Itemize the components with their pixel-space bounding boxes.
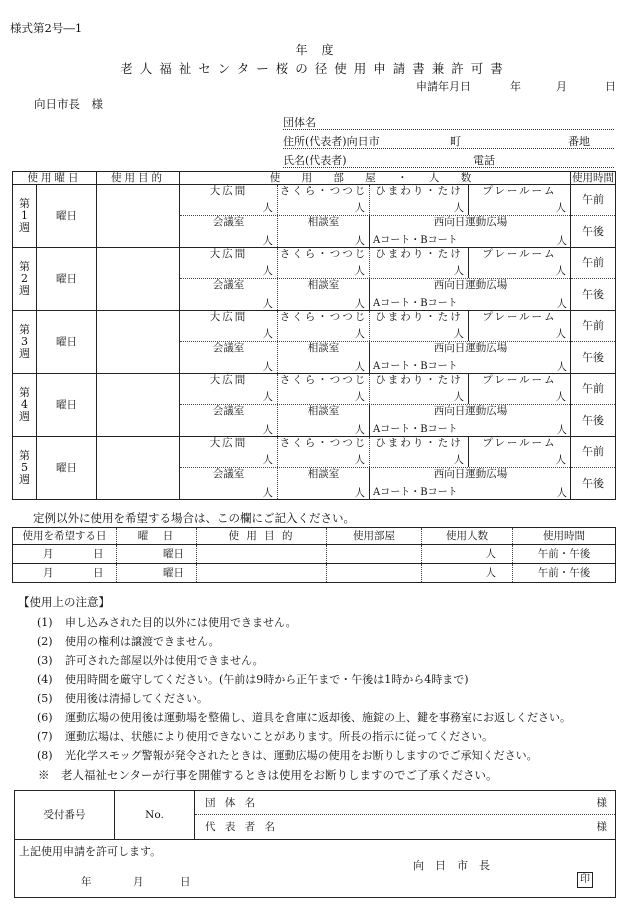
court-label: Aコート・Bコート (373, 424, 458, 435)
note-item (37, 671, 469, 687)
time-am-option[interactable]: 午前 (571, 374, 615, 405)
room-slot-hiroma[interactable] (180, 248, 278, 278)
room-slot-sports-ground[interactable] (370, 468, 571, 499)
receipt-row (15, 791, 616, 840)
seal-icon: 印 (577, 872, 593, 888)
application-day-field[interactable]: 日 (605, 80, 616, 93)
receipt-number-field[interactable]: No. (115, 791, 195, 840)
room-name: 西向日運動広場 (433, 216, 508, 228)
room-slot-kaigi[interactable] (180, 216, 278, 247)
note-item (37, 728, 493, 744)
room-name: 相談室 (307, 216, 340, 228)
room-name: 西向日運動広場 (433, 279, 508, 291)
room-slot-himawari-take[interactable] (370, 311, 469, 341)
person-count-unit: 人 (354, 202, 365, 214)
extra-weekday-field[interactable]: 曜日 (117, 564, 197, 583)
week-label-char: 第 (19, 386, 30, 399)
person-count-unit: 人 (556, 361, 567, 373)
extra-month-label: 月 (43, 548, 54, 560)
room-name: プレールーム (482, 248, 557, 260)
room-slot-sports-ground[interactable] (370, 216, 571, 247)
room-name: 西向日運動広場 (433, 468, 508, 480)
room-slot-sakura-tsutsuji[interactable] (278, 311, 370, 341)
person-count-unit: 人 (453, 265, 464, 277)
person-count-unit: 人 (262, 298, 273, 310)
time-am-option[interactable]: 午前 (571, 248, 615, 279)
room-name: さくら・つつじ (279, 248, 368, 260)
room-slot-sports-ground[interactable] (370, 342, 571, 373)
week-rooms-cell (180, 437, 571, 500)
bottom-rep-label: 代 表 者 名 (205, 821, 279, 833)
permit-year-field[interactable]: 年 (81, 876, 92, 888)
room-name: 大広間 (209, 185, 248, 197)
person-count-unit: 人 (453, 454, 464, 466)
week-rooms-cell (180, 311, 571, 374)
person-count-unit: 人 (556, 424, 567, 436)
court-label: Aコート・Bコート (373, 298, 458, 309)
week-label-char: 週 (19, 473, 30, 486)
extra-persons-field[interactable]: 人 (422, 545, 513, 564)
person-count-unit: 人 (354, 298, 365, 310)
room-slot-playroom[interactable] (469, 311, 570, 341)
org-name-label: 団体名 (283, 116, 316, 129)
footnote: ※ 老人福祉センターが行事を開催するときは使用をお断りしますのでご了承ください。 (38, 768, 498, 782)
room-slot-soudan[interactable] (278, 279, 370, 310)
room-name: さくら・つつじ (279, 374, 368, 386)
room-slot-hiroma[interactable] (180, 311, 278, 341)
week-rooms-cell (180, 248, 571, 311)
room-name: さくら・つつじ (279, 437, 368, 449)
person-count-unit: 人 (262, 391, 273, 403)
note-text: 使用時間を厳守してください。(午前は9時から正午まで・午後は1時から4時まで) (65, 673, 469, 686)
header-rooms: 使 用 部 屋 ・ 人 数 (180, 172, 571, 185)
week-purpose-field[interactable] (97, 374, 180, 437)
week-label-char: 4 (21, 398, 28, 411)
week-label-char: 週 (19, 221, 30, 234)
person-count-unit: 人 (555, 454, 566, 466)
person-count-unit: 人 (453, 202, 464, 214)
note-number: (2) (37, 635, 53, 648)
person-count-unit: 人 (354, 235, 365, 247)
bottom-org-sama: 様 (596, 797, 607, 809)
court-label: Aコート・Bコート (373, 235, 458, 246)
person-count-unit: 人 (556, 487, 567, 499)
week-row (13, 248, 616, 311)
extra-header-weekday: 曜 日 (117, 528, 197, 545)
week-label (13, 374, 37, 437)
week-row (13, 437, 616, 500)
permit-day-field[interactable]: 日 (180, 876, 191, 888)
extra-time-field[interactable]: 午前・午後 (513, 564, 616, 583)
notes-title: 【使用上の注意】 (18, 595, 110, 609)
header-purpose: 使用目的 (97, 172, 180, 185)
bottom-rep-sama: 様 (596, 821, 607, 833)
room-name: ひまわり・たけ (375, 437, 463, 449)
extra-day-label: 日 (93, 567, 104, 579)
room-name: プレールーム (482, 374, 557, 386)
week-label-char: 第 (19, 197, 30, 210)
note-item (37, 690, 208, 706)
room-name: 会議室 (212, 468, 245, 480)
room-slot-hiroma[interactable] (180, 437, 278, 467)
schedule-header-row (13, 172, 616, 185)
person-count-unit: 人 (262, 454, 273, 466)
person-count-unit: 人 (556, 235, 567, 247)
week-label (13, 311, 37, 374)
person-count-unit: 人 (354, 391, 365, 403)
extra-header-date: 使用を希望する日 (13, 528, 117, 545)
extra-header-row (13, 528, 616, 545)
room-slot-playroom[interactable] (469, 185, 570, 215)
bottom-org-field[interactable] (195, 791, 615, 815)
org-rep-cell (195, 791, 616, 840)
person-count-unit: 人 (262, 328, 273, 340)
room-name: ひまわり・たけ (375, 311, 463, 323)
mayor-label: 向 日 市 長 (413, 859, 490, 872)
extra-row (13, 545, 616, 564)
person-count-unit: 人 (354, 424, 365, 436)
week-time-cell (571, 437, 616, 500)
permit-text: 上記使用申請を許可します。 (19, 845, 162, 858)
extra-room-field[interactable] (327, 545, 422, 564)
room-slot-sakura-tsutsuji[interactable] (278, 248, 370, 278)
extra-persons-field[interactable]: 人 (422, 564, 513, 583)
room-slot-hiroma[interactable] (180, 374, 278, 404)
week-label-char: 2 (21, 272, 28, 285)
time-pm-option[interactable]: 午後 (582, 288, 604, 301)
room-name: 会議室 (212, 279, 245, 291)
room-name: 大広間 (209, 311, 248, 323)
extra-usage-table (12, 527, 616, 583)
week-day-field[interactable]: 曜日 (37, 437, 97, 500)
permit-row (15, 840, 616, 898)
room-name: 相談室 (307, 468, 340, 480)
week-day-field[interactable]: 曜日 (37, 185, 97, 248)
fiscal-year-label: 年 度 (295, 43, 335, 57)
note-text: 運動広場の使用後は運動場を整備し、道具を倉庫に返却後、施錠の上、鍵を事務室にお返しください。 (65, 711, 571, 724)
person-count-unit: 人 (262, 424, 273, 436)
week-rooms-cell (180, 374, 571, 437)
person-count-unit: 人 (354, 487, 365, 499)
note-text: 許可された部屋以外は使用できません。 (65, 654, 264, 667)
room-name: 会議室 (212, 342, 245, 354)
note-text: 運動広場は、状態により使用できないことがあります。所長の指示に従ってください。 (65, 730, 494, 743)
person-count-unit: 人 (262, 202, 273, 214)
note-item (37, 652, 264, 668)
room-slot-himawari-take[interactable] (370, 185, 469, 215)
extra-date-field[interactable] (13, 545, 117, 564)
time-pm-option[interactable]: 午後 (582, 477, 604, 490)
note-number: (8) (37, 749, 53, 762)
note-item (37, 614, 297, 630)
bottom-rep-field[interactable] (195, 815, 615, 839)
person-count-unit: 人 (354, 265, 365, 277)
room-name: 西向日運動広場 (433, 405, 508, 417)
room-slot-soudan[interactable] (278, 405, 370, 436)
week-time-cell (571, 185, 616, 248)
bottom-org-label: 団 体 名 (205, 797, 259, 809)
room-name: さくら・つつじ (279, 311, 368, 323)
extra-intro: 定例以外に使用を希望する場合は、この欄にご記入ください。 (33, 511, 355, 525)
room-name: プレールーム (482, 437, 557, 449)
banchi-label: 番地 (568, 135, 590, 148)
room-slot-himawari-take[interactable] (370, 437, 469, 467)
week-purpose-field[interactable] (97, 248, 180, 311)
room-slot-sakura-tsutsuji[interactable] (278, 437, 370, 467)
room-name: 相談室 (307, 405, 340, 417)
person-count-unit: 人 (555, 202, 566, 214)
extra-date-field[interactable] (13, 564, 117, 583)
week-label-char: 第 (19, 260, 30, 273)
room-slot-himawari-take[interactable] (370, 374, 469, 404)
room-slot-playroom[interactable] (469, 248, 570, 278)
extra-header-room: 使用部屋 (327, 528, 422, 545)
room-slot-soudan[interactable] (278, 468, 370, 499)
address-label: 住所(代表者)向日市 (283, 135, 380, 148)
permit-box (14, 790, 616, 898)
week-label-char: 週 (19, 284, 30, 297)
room-slot-hiroma[interactable] (180, 185, 278, 215)
addressee: 向日市長 様 (34, 97, 103, 111)
person-count-unit: 人 (262, 265, 273, 277)
header-day: 使用曜日 (13, 172, 97, 185)
weekly-schedule-table (12, 171, 616, 500)
person-count-unit: 人 (555, 391, 566, 403)
extra-purpose-field[interactable] (197, 545, 327, 564)
week-label (13, 437, 37, 500)
time-pm-option[interactable]: 午後 (582, 414, 604, 427)
week-label-char: 週 (19, 347, 30, 360)
week-row (13, 374, 616, 437)
room-slot-sports-ground[interactable] (370, 279, 571, 310)
rep-name-label: 氏名(代表者) (283, 154, 347, 167)
week-day-field[interactable]: 曜日 (37, 311, 97, 374)
note-number: (7) (37, 730, 53, 743)
room-name: 大広間 (209, 437, 248, 449)
header-time: 使用時間 (572, 172, 614, 184)
week-label-char: 1 (21, 209, 28, 222)
permit-cell (15, 840, 616, 898)
note-number: (1) (37, 616, 53, 629)
person-count-unit: 人 (354, 454, 365, 466)
extra-header-time: 使用時間 (513, 528, 616, 545)
room-slot-soudan[interactable] (278, 216, 370, 247)
week-day-field[interactable]: 曜日 (37, 374, 97, 437)
person-count-unit: 人 (556, 298, 567, 310)
week-time-cell (571, 248, 616, 311)
room-name: ひまわり・たけ (375, 185, 463, 197)
room-slot-sports-ground[interactable] (370, 405, 571, 436)
room-name: プレールーム (482, 311, 557, 323)
application-month-field[interactable]: 月 (556, 80, 567, 93)
note-number: (3) (37, 654, 53, 667)
extra-time-field[interactable]: 午前・午後 (513, 545, 616, 564)
extra-weekday-field[interactable]: 曜日 (117, 545, 197, 564)
room-slot-sakura-tsutsuji[interactable] (278, 374, 370, 404)
room-name: ひまわり・たけ (375, 248, 463, 260)
week-row (13, 185, 616, 248)
note-number: (4) (37, 673, 53, 686)
room-slot-kaigi[interactable] (180, 468, 278, 499)
room-slot-kaigi[interactable] (180, 342, 278, 373)
note-text: 使用後は清掃してください。 (65, 692, 208, 705)
week-purpose-field[interactable] (97, 437, 180, 500)
court-label: Aコート・Bコート (373, 487, 458, 498)
extra-room-field[interactable] (327, 564, 422, 583)
week-label (13, 185, 37, 248)
room-name: 大広間 (209, 374, 248, 386)
time-am-option[interactable]: 午前 (571, 311, 615, 342)
person-count-unit: 人 (354, 328, 365, 340)
extra-header-purpose: 使 用 目 的 (197, 528, 327, 545)
address-field[interactable] (283, 133, 614, 149)
week-label-char: 3 (21, 335, 28, 348)
week-rooms-cell (180, 185, 571, 248)
week-time-cell (571, 374, 616, 437)
application-year-field[interactable]: 年 (510, 80, 521, 93)
room-slot-soudan[interactable] (278, 342, 370, 373)
room-name: 大広間 (209, 248, 248, 260)
person-count-unit: 人 (555, 265, 566, 277)
week-label (13, 248, 37, 311)
week-purpose-field[interactable] (97, 185, 180, 248)
note-number: (6) (37, 711, 53, 724)
extra-row (13, 564, 616, 583)
room-name: ひまわり・たけ (375, 374, 463, 386)
person-count-unit: 人 (262, 487, 273, 499)
note-item (37, 747, 538, 763)
org-name-field[interactable] (283, 114, 614, 130)
receipt-number-label: 受付番号 (15, 791, 115, 840)
extra-month-label: 月 (43, 567, 54, 579)
time-am-option[interactable]: 午前 (571, 185, 615, 216)
time-pm-option[interactable]: 午後 (582, 225, 604, 238)
room-slot-playroom[interactable] (469, 437, 570, 467)
room-slot-kaigi[interactable] (180, 279, 278, 310)
room-name: 西向日運動広場 (433, 342, 508, 354)
extra-purpose-field[interactable] (197, 564, 327, 583)
rep-name-field[interactable] (283, 152, 614, 168)
court-label: Aコート・Bコート (373, 361, 458, 372)
person-count-unit: 人 (453, 391, 464, 403)
room-name: さくら・つつじ (279, 185, 368, 197)
room-name: 相談室 (307, 342, 340, 354)
room-name: 相談室 (307, 279, 340, 291)
person-count-unit: 人 (453, 328, 464, 340)
permit-month-field[interactable]: 月 (133, 876, 144, 888)
week-row (13, 311, 616, 374)
week-label-char: 第 (19, 323, 30, 336)
time-pm-option[interactable]: 午後 (582, 351, 604, 364)
application-date-label: 申請年月日 (416, 80, 471, 93)
week-label-char: 週 (19, 410, 30, 423)
person-count-unit: 人 (555, 328, 566, 340)
note-item (37, 633, 220, 649)
note-text: 使用の権利は譲渡できません。 (65, 635, 220, 648)
note-number: (5) (37, 692, 53, 705)
page-title: 老人福祉センター桜の径使用申請書兼許可書 (120, 61, 510, 76)
time-am-option[interactable]: 午前 (571, 437, 615, 468)
person-count-unit: 人 (354, 361, 365, 373)
room-name: 会議室 (212, 405, 245, 417)
town-label: 町 (450, 135, 461, 148)
room-slot-himawari-take[interactable] (370, 248, 469, 278)
extra-day-label: 日 (93, 548, 104, 560)
room-name: プレールーム (482, 185, 557, 197)
form-id: 様式第2号―1 (10, 21, 83, 35)
week-label-char: 5 (21, 461, 28, 474)
week-label-char: 第 (19, 449, 30, 462)
note-item (37, 709, 571, 725)
week-purpose-field[interactable] (97, 311, 180, 374)
week-day-field[interactable]: 曜日 (37, 248, 97, 311)
room-name: 会議室 (212, 216, 245, 228)
person-count-unit: 人 (262, 235, 273, 247)
room-slot-sakura-tsutsuji[interactable] (278, 185, 370, 215)
note-text: 申し込みされた目的以外には使用できません。 (65, 616, 297, 629)
phone-label: 電話 (473, 154, 495, 167)
room-slot-kaigi[interactable] (180, 405, 278, 436)
week-time-cell (571, 311, 616, 374)
person-count-unit: 人 (262, 361, 273, 373)
note-text: 光化学スモッグ警報が発令されたときは、運動広場の使用をお断りしますのでご承知ください。 (65, 749, 538, 762)
room-slot-playroom[interactable] (469, 374, 570, 404)
extra-header-persons: 使用人数 (422, 528, 513, 545)
